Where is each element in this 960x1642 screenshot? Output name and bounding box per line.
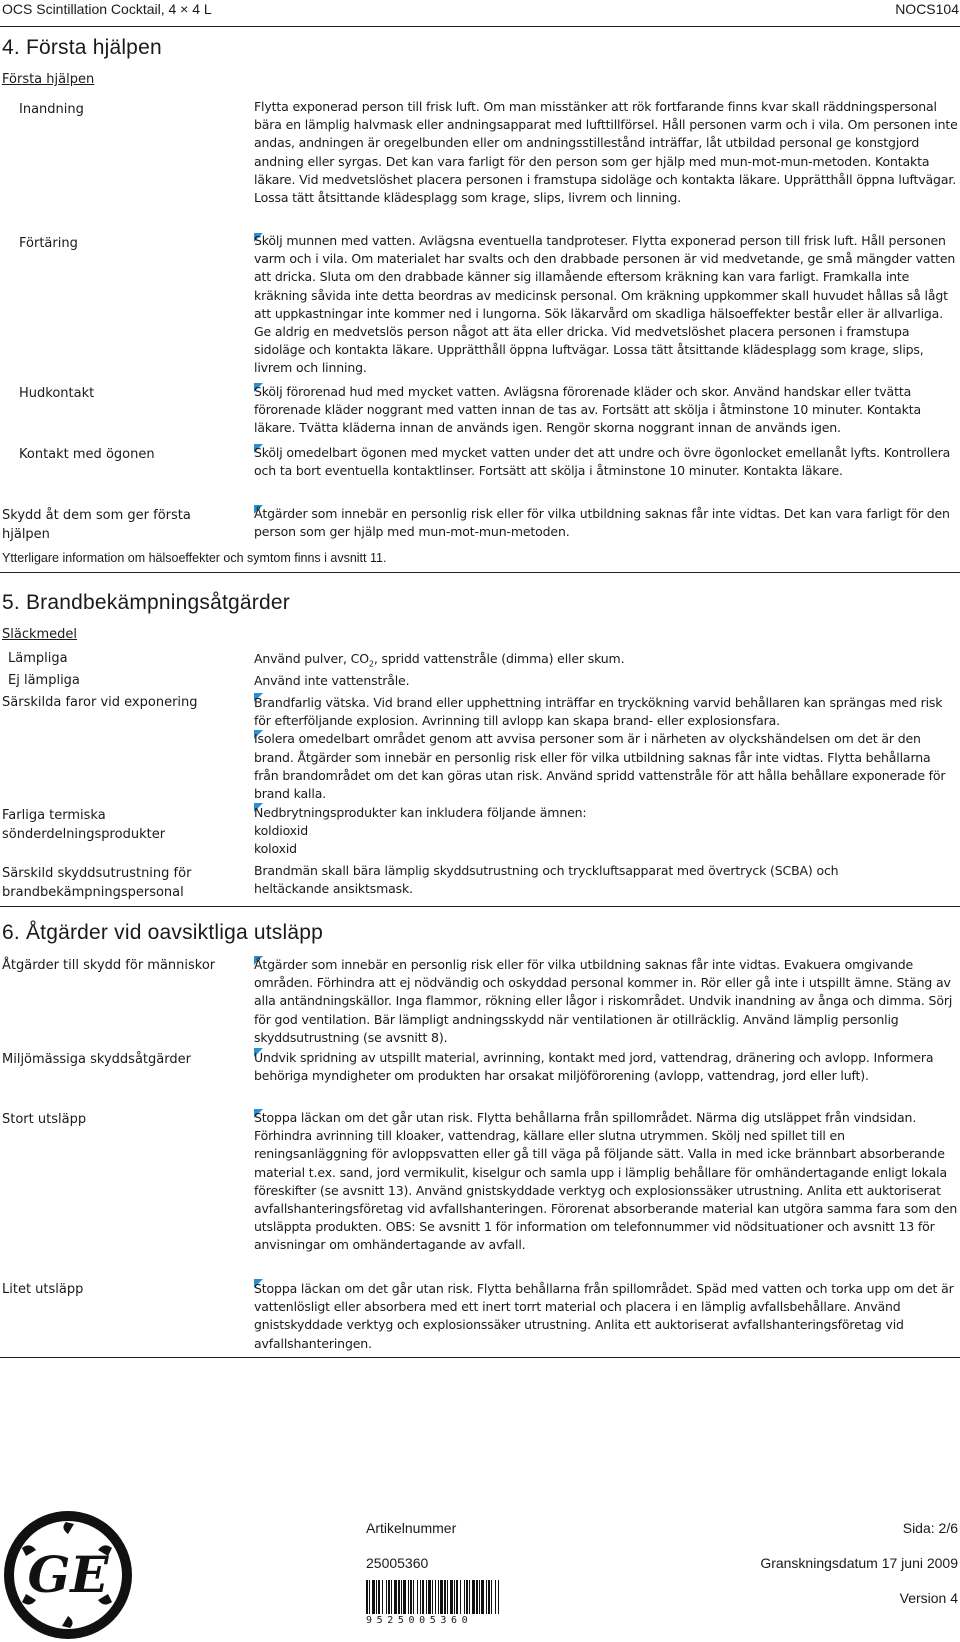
label-suitable-media: Lämpliga <box>8 651 68 666</box>
barcode-bar <box>420 1580 421 1614</box>
label-special-hazards: Särskilda faror vid exponering <box>2 695 198 710</box>
barcode-bar <box>378 1580 380 1614</box>
text-inhalation: Flytta exponerad person till frisk luft. Om man misstänker att rök fortfarande finns kvar skall räddningspersonal bära en lämplig halvmask eller andningsapparat med lufttillförsel. Håll personen varm och i vila. Om personen inte andas, andningen är oregelbunden eller om andningsstillestånd inträffar, låt utbildad personal ge konstgjord andning eller syrgas. Det kan vara farligt för den person som ger hjälp med mun-mot-mun-metoden. Kontakta läkare. Vid medvetslöshet placera personen i framstupa sidoläge och kontakta läkare. Upprätthåll öppna luftvägar. Lossa tätt åtsittande klädesplagg som krage, slips, livrem och linning. <box>254 99 958 206</box>
barcode-bar <box>472 1580 475 1614</box>
barcode-bar <box>456 1580 458 1614</box>
barcode-bar <box>440 1580 443 1614</box>
text-first-aider-protection: Åtgärder som innebär en personlig risk eller för vilka utbildning saknas får inte vidtas. Det kan vara farligt för den person som ger hjälp med mun-mot-mun-metoden. <box>254 506 950 540</box>
barcode-bar <box>435 1580 436 1614</box>
text-unsuitable-media: Använd inte vattenstråle. <box>254 673 410 688</box>
barcode-bar <box>372 1580 375 1614</box>
section-divider <box>0 906 960 907</box>
section-divider <box>0 572 960 573</box>
barcode-bar <box>391 1580 392 1614</box>
version: Version 4 <box>899 1590 958 1606</box>
section-5-subheading: Släckmedel <box>2 627 78 642</box>
barcode-bar <box>479 1580 480 1614</box>
section-4-heading: 4. Första hjälpen <box>2 36 162 59</box>
barcode-bar <box>488 1580 490 1614</box>
label-large-spill: Stort utsläpp <box>2 1112 87 1127</box>
barcode-bar <box>410 1580 412 1614</box>
text-special-hazards: Brandfarlig vätska. Vid brand eller upphettning inträffar en tryckökning varvid behållaren kan sprängas med risk för efterföljande explosion. Avrinning till avlopp kan skapa brand- eller explosionsfara. Isolera omedelbart området genom att avvisa personer som är i närheten av olyckshändelsen om det är den brand. Åtgärder som innebär en personlig risk eller för vilka utbildning saknas får inte vidtas. Flytta behållarna från brandområdet om det kan göras utan risk. Använd spridd vattenstråle för att hålla behållare exponerade för brand kalla. <box>254 695 946 802</box>
barcode-bar <box>422 1580 424 1614</box>
barcode-bar <box>366 1580 368 1614</box>
decomp-item: koldioxid <box>254 823 309 839</box>
health-effects-note: Ytterligare information om hälsoeffekter och symtom finns i avsnitt 11. <box>2 551 387 565</box>
barcode <box>366 1580 500 1620</box>
barcode-bar <box>486 1580 487 1614</box>
svg-text:GE: GE <box>27 1545 109 1604</box>
barcode-bar <box>447 1580 448 1614</box>
label-small-spill: Litet utsläpp <box>2 1282 84 1297</box>
barcode-bar <box>388 1580 390 1614</box>
barcode-bar <box>466 1580 468 1614</box>
barcode-bar <box>491 1580 492 1614</box>
text-eye-contact: Skölj omedelbart ögonen med mycket vatten under det att undre och övre ögonlocket emellanåt lyfts. Kontrollera och ta bort eventuella kontaktlinser. Fortsätt att skölja i åtminstone 10 minuter. Kontakta läkare. <box>254 445 951 479</box>
barcode-bar <box>481 1580 484 1614</box>
decomp-item: koloxid <box>254 841 297 857</box>
barcode-bar <box>413 1580 414 1614</box>
barcode-bar <box>450 1580 453 1614</box>
barcode-bar <box>428 1580 431 1614</box>
barcode-bar <box>444 1580 446 1614</box>
barcode-bar <box>369 1580 370 1614</box>
text-decomposition-products: Nedbrytningsprodukter kan inkludera följande ämnen: koldioxid koloxid <box>254 804 958 859</box>
barcode-bar <box>401 1580 402 1614</box>
text-skin-contact: Skölj förorenad hud med mycket vatten. Avlägsna förorenade kläder och skor. Använd handskar eller tvätta förorenade kläder noggrant med vatten innan de tas av. Fortsätt att skölja i åtminstone 10 minuter. Kontakta läkare. Tvätta kläderna innan de används igen. Rengör skorna noggrant innan de används igen. <box>254 384 921 436</box>
label-unsuitable-media: Ej lämpliga <box>8 673 80 688</box>
barcode-bar <box>464 1580 465 1614</box>
section-4-subheading: Första hjälpen <box>2 72 95 87</box>
barcode-bar <box>386 1580 387 1614</box>
text-small-spill: Stoppa läckan om det går utan risk. Flytta behållarna från spillområdet. Späd med vatten och torka upp om det är vattenlösligt eller absorbera med ett inert torrt material och placera i en lämplig avfallsbehållare. Använd gnistskyddade verktyg och explosionssäker utrustning. Anlita ett auktoriserat avfallshanteringsföretag vid avfallshanteringen. <box>254 1281 954 1351</box>
label-inhalation: Inandning <box>19 102 84 117</box>
label-skin-contact: Hudkontakt <box>19 386 95 401</box>
text-suitable-media: Använd pulver, $CO_2$, spridd vattenstråle (dimma) eller skum. <box>254 651 625 669</box>
page-header <box>0 0 960 27</box>
barcode-bar <box>408 1580 409 1614</box>
text-ingestion: Skölj munnen med vatten. Avlägsna eventuella tandproteser. Flytta exponerad person till frisk luft. Håll personen varm och i vila. Om materialet har svalts och den drabbade personen är vid medvetande, ge små mängder vatten att dricka. Sluta om den drabbade känner sig illamående eftersom kräkning kan vara farligt. Framkalla inte kräkning såvida inte detta beordras av medicinsk personal. Om kräkning uppkommer skall huvudet hållas så lågt att uppkastningar inte kommer ned i lungorna. Sök läkarvård om skadliga hälsoeffekter består eller är allvarliga. Ge aldrig en medvetslös person något att äta eller dricka. Vid medvetslöshet placera personen i framstupa sidoläge och kontakta läkare. Upprätthåll öppna luftvägar. Lossa tätt åtsittande klädesplagg som krage, slips, livrem och linning. <box>254 233 956 376</box>
barcode-bar <box>394 1580 397 1614</box>
barcode-bar <box>432 1580 433 1614</box>
label-personal-precautions: Åtgärder till skydd för människor <box>2 958 216 973</box>
barcode-bar <box>376 1580 377 1614</box>
article-number: 25005360 <box>366 1555 429 1571</box>
barcode-bar <box>382 1580 383 1614</box>
section-6-heading: 6. Åtgärder vid oavsiktliga utsläpp <box>2 921 324 944</box>
label-firefighter-equipment: Särskild skyddsutrustning för brandbekämpningspersonal <box>2 866 192 900</box>
text-environmental-precautions: Undvik spridning av utspillt material, avrinning, kontakt med jord, vattendrag, dränering och avlopp. Informera behöriga myndigheter om produkten har orsakat miljöförorening (avlopp, vattendrag, jord eller luft). <box>254 1050 934 1084</box>
article-number-label: Artikelnummer <box>366 1520 457 1536</box>
ge-logo <box>0 1508 136 1642</box>
label-decomposition-products: Farliga termiska sönderdelningsprodukter <box>2 808 166 842</box>
barcode-bar <box>398 1580 400 1614</box>
barcode-bar <box>498 1580 499 1614</box>
barcode-bar <box>460 1580 461 1614</box>
label-environmental-precautions: Miljömässiga skyddsåtgärder <box>2 1052 191 1067</box>
barcode-bar <box>454 1580 455 1614</box>
section-5-heading: 5. Brandbekämpningsåtgärder <box>2 591 290 614</box>
barcode-bar <box>476 1580 478 1614</box>
barcode-bar <box>426 1580 427 1614</box>
label-ingestion: Förtäring <box>19 236 78 251</box>
barcode-bar <box>495 1580 496 1614</box>
barcode-bar <box>403 1580 406 1614</box>
section-divider <box>0 1357 960 1358</box>
review-date: Granskningsdatum 17 juni 2009 <box>760 1555 958 1571</box>
label-eye-contact: Kontakt med ögonen <box>19 447 155 462</box>
text-large-spill: Stoppa läckan om det går utan risk. Flytta behållarna från spillområdet. Närma dig utsläppet från vindsidan. Förhindra avrinning till kloaker, vattendrag, källare eller slutna utrymmen. Skölj ned spillet till en reningsanläggning för avloppsvatten eller gå till väga på följande sätt. Valla in med icke brännbart absorberande material t.ex. sand, jord vermikulit, kiselgur och samla upp i lämplig behållare för omhändertagande enligt lokala föreskifter (se avsnitt 13). Använd gnistskyddade verktyg och explosionssäker utrustning. Anlita ett auktoriserat avfallshanteringsföretag vid avfallshanteringen. Förorenat absorberande material kan utgöra samma fara som den utsläppta produkten. OBS: Se avsnitt 1 för information om telefonnummer vid nödsituationer och avsnitt 13 för anvisningar om omhändertagande av avfall. <box>254 1110 958 1253</box>
text-firefighter-equipment: Brandmän skall bära lämplig skyddsutrustning och tryckluftsapparat med övertryck (SCBA) och heltäckande ansiktsmask. <box>254 863 839 897</box>
barcode-bar <box>438 1580 439 1614</box>
barcode-bar <box>417 1580 418 1614</box>
page-number: Sida: 2/6 <box>902 1520 958 1536</box>
label-first-aider-protection: Skydd åt dem som ger första hjälpen <box>2 508 191 542</box>
text-personal-precautions: Åtgärder som innebär en personlig risk eller för vilka utbildning saknas får inte vidtas. Evakuera omgivande områden. Förhindra att ej nödvändig och oskyddad personal kommer in. Rör eller gå inte i utspillt ämne. Stäng av alla antändningskällor. Inga flammor, rökning eller lågor i riskområdet. Undvik inandning av ånga och dimma. Sörj för god ventilation. Bär lämpligt andningsskydd när ventilationen är otillräcklig. Använd lämplig personlig skyddsutrustning (se avsnitt 8). <box>254 957 953 1045</box>
barcode-digits: 9525005360 <box>366 1615 473 1626</box>
document-code: NOCS104 <box>895 1 959 17</box>
barcode-bar <box>469 1580 470 1614</box>
document-title: OCS Scintillation Cocktail, 4 × 4 L <box>2 1 212 17</box>
